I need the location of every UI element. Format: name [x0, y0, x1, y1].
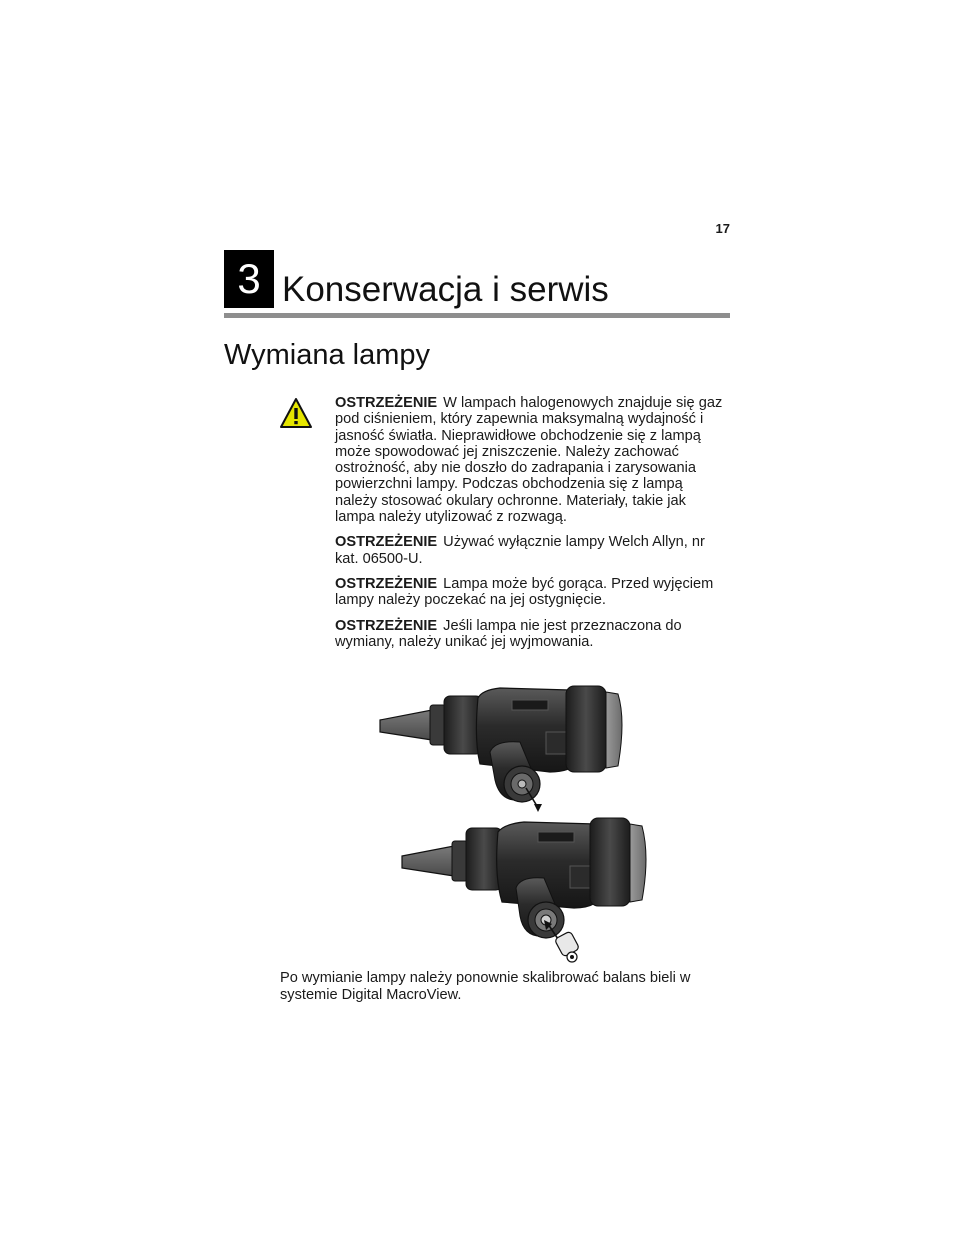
warning-text: Używać wyłącznie lampy Welch Allyn, nr kat. 06500-U.: [335, 534, 705, 567]
warning-item: [335, 618, 727, 651]
warning-text: Jeśli lampa nie jest przeznaczona do wymiany, należy unikać jej wyjmowania.: [335, 617, 682, 650]
page-number: 17: [715, 221, 730, 236]
warning-item: [335, 576, 727, 609]
warning-item: [335, 395, 727, 525]
warning-item: [335, 534, 727, 567]
section-title: Wymiana lampy: [224, 339, 431, 371]
halogen-lamp: [554, 931, 579, 962]
otoscope-head-bottom: [402, 818, 646, 938]
chapter-number: 3: [224, 250, 274, 308]
warning-label: OSTRZEŻENIE: [335, 575, 438, 592]
otoscope-head-top: [380, 686, 622, 812]
warning-label: OSTRZEŻENIE: [335, 395, 438, 411]
chapter-title: Konserwacja i serwis: [282, 270, 609, 309]
warning-label: OSTRZEŻENIE: [335, 617, 438, 634]
warning-label: OSTRZEŻENIE: [335, 534, 438, 551]
warning-text: Lampa może być gorąca. Przed wyjęciem lampy należy poczekać na jej ostygnięcie.: [335, 575, 714, 609]
warning-list: [335, 395, 727, 659]
otoscope-lamp-replacement-figure: [370, 680, 660, 965]
closing-note: Po wymianie lampy należy ponownie skalibrować balans bieli w systemie Digital MacroView.: [280, 970, 691, 1003]
warning-text: W lampach halogenowych znajduje się gaz pod ciśnieniem, który zapewnia maksymalną wydajność i jasność światła. Nieprawidłowe obchodzenie się z lampą może spowodować jej zniszczenie. Należy zachować ostrożność, aby nie doszło do zadrapania i zarysowania powierzchni lampy. Podczas obchodzenia się z lampą należy stosować okulary ochronne. Materiały, takie jak lampa należy utylizować z rozwagą.: [335, 395, 723, 526]
chapter-divider: [224, 313, 730, 318]
warning-triangle-icon: [279, 397, 313, 429]
